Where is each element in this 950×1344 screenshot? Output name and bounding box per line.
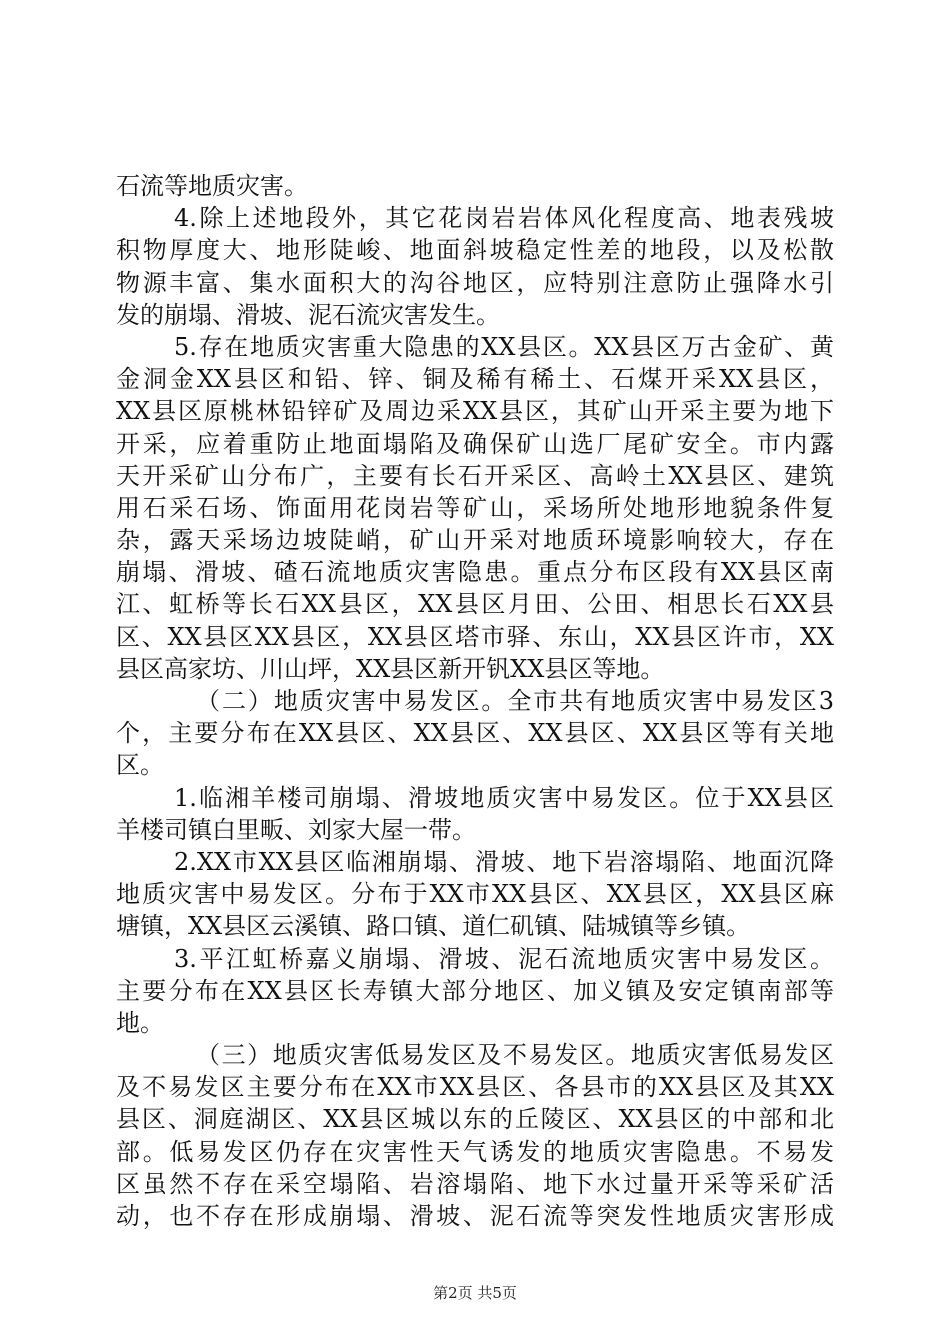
- text-line: 塘镇，XX县区云溪镇、路口镇、道仁矶镇、陆城镇等乡镇。: [116, 912, 751, 941]
- text-line: 杂，露天采场边坡陡峭，矿山开采对地质环境影响较大，存在: [116, 526, 834, 555]
- text-line: 区、XX县区XX县区，XX县区塔市驿、东山，XX县区许市，XX: [116, 622, 834, 651]
- text-line: 石流等地质灾害。: [116, 172, 308, 200]
- text-line: 个，主要分布在XX县区、XX县区、XX县区、XX县区等有关地: [116, 719, 834, 748]
- text-line: 开采，应着重防止地面塌陷及确保矿山选厂尾矿安全。市内露: [116, 429, 834, 458]
- text-line: 天开采矿山分布广，主要有长石开采区、高岭土XX县区、建筑: [116, 461, 834, 490]
- text-line: 地质灾害中易发区。分布于XX市XX县区、XX县区，XX县区麻: [116, 880, 834, 909]
- text-line: 区虽然不存在采空塌陷、岩溶塌陷、地下水过量开采等采矿活: [116, 1169, 834, 1198]
- text-line: 地。: [116, 1008, 164, 1037]
- text-line: 2.XX市XX县区临湘崩塌、滑坡、地下岩溶塌陷、地面沉降: [174, 847, 834, 876]
- text-line: 部。低易发区仍存在灾害性天气诱发的地质灾害隐患。不易发: [116, 1137, 834, 1166]
- text-line: （二）地质灾害中易发区。全市共有地质灾害中易发区3: [196, 687, 834, 715]
- text-line: 江、虹桥等长石XX县区，XX县区月田、公田、相思长石XX县: [116, 590, 834, 619]
- text-line: 4.除上述地段外，其它花岗岩岩体风化程度高、地表残坡: [174, 204, 834, 233]
- text-line: 崩塌、滑坡、碴石流地质灾害隐患。重点分布区段有XX县区南: [116, 558, 834, 587]
- page-number: 第2页 共5页: [433, 1284, 517, 1302]
- text-line: 1.临湘羊楼司崩塌、滑坡地质灾害中易发区。位于XX县区: [174, 783, 834, 812]
- text-line: 动，也不存在形成崩塌、滑坡、泥石流等突发性地质灾害形成: [116, 1202, 834, 1230]
- text-line: 县区高家坊、川山坪，XX县区新开钒XX县区等地。: [116, 654, 665, 683]
- text-line: 3.平江虹桥嘉义崩塌、滑坡、泥石流地质灾害中易发区。: [174, 944, 834, 973]
- text-line: 5.存在地质灾害重大隐患的XX县区。XX县区万古金矿、黄: [174, 332, 834, 361]
- text-line: 区。: [116, 751, 164, 780]
- text-line: 金洞金XX县区和铅、锌、铜及稀有稀土、石煤开采XX县区，: [116, 365, 834, 394]
- document-body: [116, 170, 834, 1232]
- text-line: 积物厚度大、地形陡峻、地面斜坡稳定性差的地段，以及松散: [116, 236, 834, 265]
- text-line: 物源丰富、集水面积大的沟谷地区，应特别注意防止强降水引: [116, 268, 834, 297]
- text-line: （三）地质灾害低易发区及不易发区。地质灾害低易发区: [196, 1041, 834, 1070]
- text-line: 羊楼司镇白里畈、刘家大屋一带。: [116, 815, 476, 844]
- text-line: 发的崩塌、滑坡、泥石流灾害发生。: [116, 300, 500, 329]
- text-line: 主要分布在XX县区长寿镇大部分地区、加义镇及安定镇南部等: [116, 976, 834, 1005]
- text-line: 及不易发区主要分布在XX市XX县区、各县市的XX县区及其XX: [116, 1073, 834, 1102]
- text-line: 县区、洞庭湖区、XX县区城以东的丘陵区、XX县区的中部和北: [116, 1105, 834, 1134]
- text-line: 用石采石场、饰面用花岗岩等矿山，采场所处地形地貌条件复: [116, 493, 834, 522]
- text-line: XX县区原桃林铅锌矿及周边采XX县区，其矿山开采主要为地下: [116, 397, 834, 426]
